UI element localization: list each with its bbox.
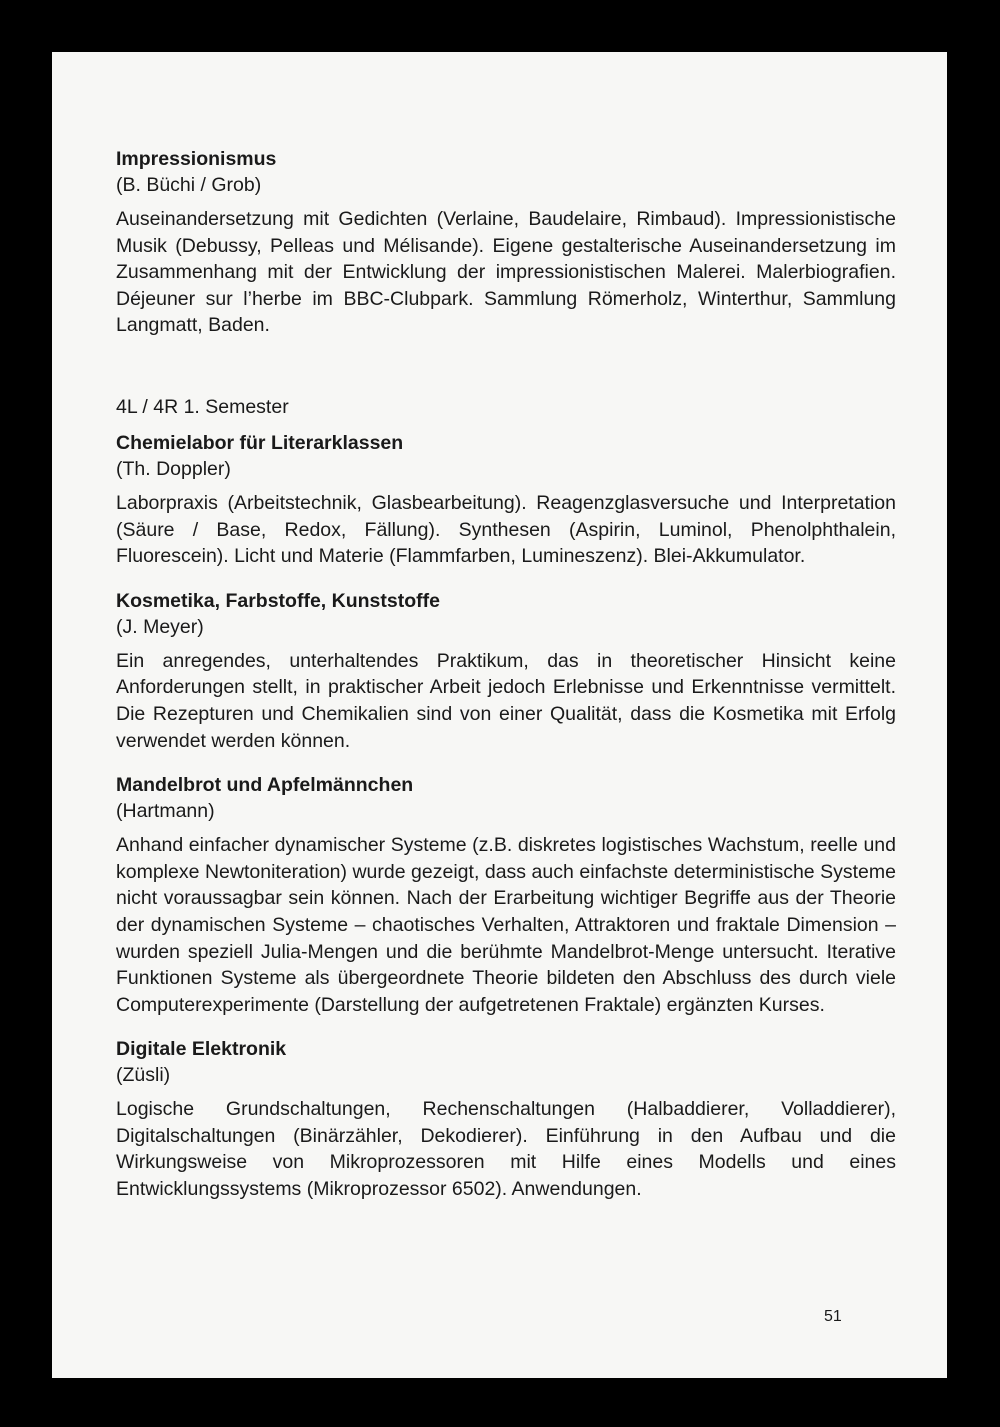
course-description: Logische Grundschaltungen, Rechenschaltungen (Halbaddierer, Volladdierer), Digitalschaltungen (Binärzähler, Dekodierer). Einführung in den Aufbau und die Wirkungsweise von Mikroprozessoren mit Hilfe eines Modells und eines Entwicklungssystems (Mikroprozessor 6502). Anwendungen. [116,1098,896,1201]
course-author: (B. Büchi / Grob) [116,174,262,196]
course-author: (J. Meyer) [116,615,204,638]
document-page [52,52,947,1378]
course-author: (Züsli) [116,1064,171,1087]
course-section-impressionismus [116,146,896,339]
course-description: Auseinandersetzung mit Gedichten (Verlaine, Baudelaire, Rimbaud). Impressionistische Musik (Debussy, Pelleas und Mélisande). Eigene gestalterische Auseinandersetzung im Zusammenhang mit der Entwicklung der impressionistischen Malerei. Malerbiografien. Déjeuner sur l’herbe im BBC-Clubpark. Sammlung Römerholz, Winterthur, Sammlung Langmatt, Baden. [116,208,896,337]
course-title: Chemielabor für Literarklassen [116,431,404,454]
course-title: Digitale Elektronik [116,1038,287,1061]
course-title: Impressionismus [116,148,277,170]
course-author: (Hartmann) [116,800,215,823]
course-description: Ein anregendes, unterhaltendes Praktikum, das in theoretischer Hinsicht keine Anforderungen stellt, in praktischer Arbeit jedoch Erlebnisse und Erkenntnisse vermittelt. Die Rezepturen und Chemikalien sind von einer Qualität, dass die Kosmetika mit Erfolg verwendet werden können. [116,649,896,752]
course-author: (Th. Doppler) [116,457,231,480]
semester-heading: 4L / 4R 1. Semester [116,395,289,418]
course-section-kosmetika [116,588,896,754]
course-section-mandelbrot [116,772,896,1018]
course-description: Anhand einfacher dynamischer Systeme (z.B. diskretes logistisches Wachstum, reelle und komplexe Newtoniteration) wurde gezeigt, dass auch einfachste deterministische Systeme nicht voraussagbar sein können. Nach der Erarbeitung wichtiger Begriffe aus der Theorie der dynamischen Systeme – chaotisches Verhalten, Attraktoren und fraktale Dimension – wurden speziell Julia-Mengen und die berühmte Mandelbrot-Menge untersucht. Iterative Funktionen Systeme als übergeordnete Theorie bildeten den Abschluss des durch viele Computerexperimente (Darstellung der aufgetretenen Fraktale) ergänzten Kurses. [116,834,896,1016]
course-section-chemielabor [116,430,896,570]
course-title: Kosmetika, Farbstoffe, Kunststoffe [116,589,440,612]
page-content [116,146,896,1221]
course-section-digitale-elektronik [116,1036,896,1202]
course-title: Mandelbrot und Apfelmännchen [116,774,414,797]
page-number: 51 [824,1308,842,1325]
course-description: Laborpraxis (Arbeitstechnik, Glasbearbeitung). Reagenzglasversuche und Interpretation (Säure / Base, Redox, Fällung). Synthesen (Aspirin, Luminol, Phenolphthalein, Fluorescein). Licht und Materie (Flammfarben, Lumineszenz). Blei-Akkumulator. [116,491,896,568]
